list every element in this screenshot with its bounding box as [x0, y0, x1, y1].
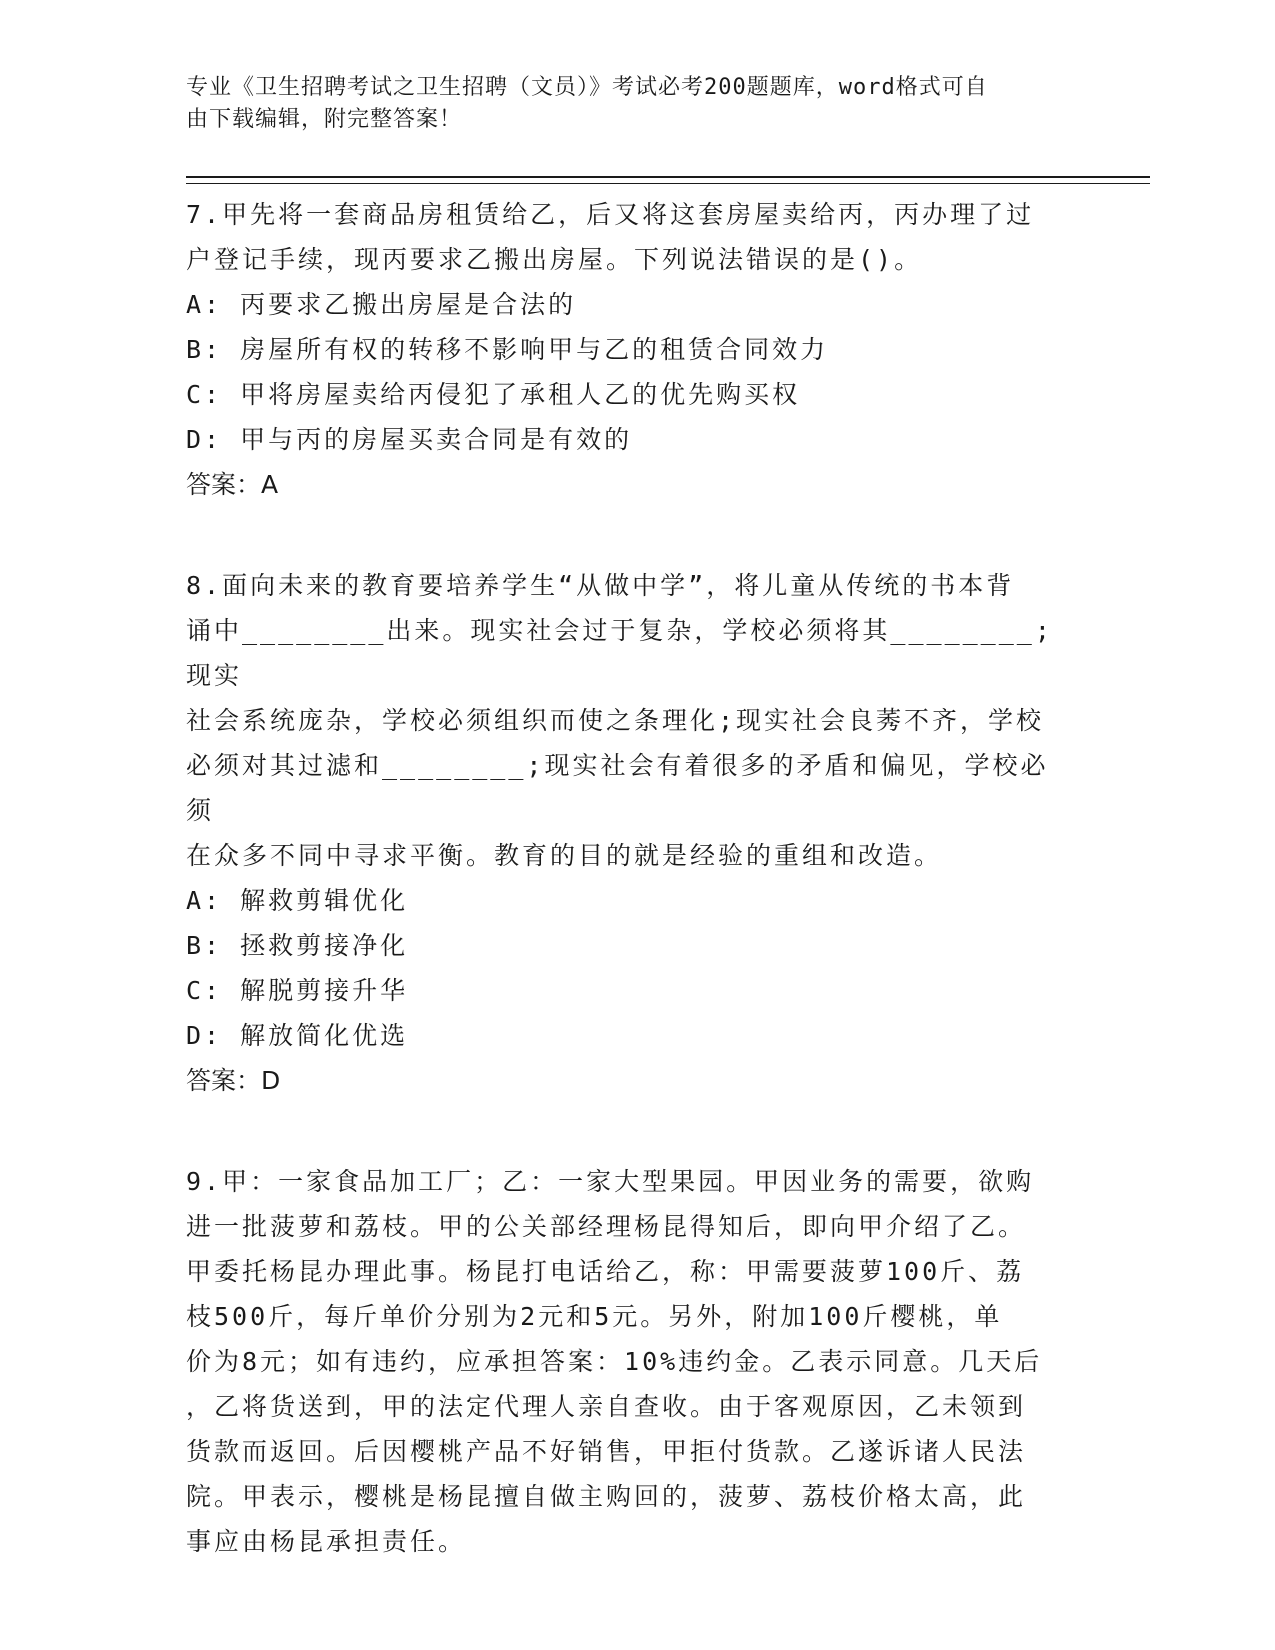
header-line-1: 专业《卫生招聘考试之卫生招聘（文员）》考试必考200题题库，word格式可自 — [186, 75, 988, 100]
question-text-line: 枝500斤，每斤单价分别为2元和5元。另外，附加100斤樱桃，单 — [186, 1302, 1003, 1331]
header-divider-thick — [186, 176, 1150, 178]
question-text-line: 必须对其过滤和________;现实社会有着很多的矛盾和偏见，学校必须 — [186, 751, 1049, 825]
question-text-line: 户登记手续，现丙要求乙搬出房屋。下列说法错误的是()。 — [186, 245, 923, 274]
question-text-line: ，乙将货送到，甲的法定代理人亲自查收。由于客观原因，乙未领到 — [186, 1392, 1027, 1421]
option-a: A: 丙要求乙搬出房屋是合法的 — [186, 290, 577, 319]
question-text-line: 诵中________出来。现实社会过于复杂，学校必须将其________;现实 — [186, 616, 1053, 690]
question-9 — [186, 1159, 1066, 1564]
option-b: B: 房屋所有权的转移不影响甲与乙的租赁合同效力 — [186, 335, 829, 364]
question-8 — [186, 563, 1066, 1103]
option-b: B: 拯救剪接净化 — [186, 931, 409, 960]
answer-line: 答案：A — [186, 470, 279, 499]
question-text-line: 进一批菠萝和荔枝。甲的公关部经理杨昆得知后，即向甲介绍了乙。 — [186, 1212, 1027, 1241]
question-spacer — [186, 1103, 1066, 1159]
question-text-line: 价为8元；如有违约，应承担答案：10%违约金。乙表示同意。几天后 — [186, 1347, 1043, 1376]
question-text-line: 事应由杨昆承担责任。 — [186, 1527, 467, 1556]
option-c: C: 甲将房屋卖给丙侵犯了承租人乙的优先购买权 — [186, 380, 801, 409]
question-text-line: 货款而返回。后因樱桃产品不好销售，甲拒付货款。乙遂诉诸人民法 — [186, 1437, 1027, 1466]
document-header — [186, 72, 1066, 136]
question-7 — [186, 192, 1066, 507]
question-text-line: 院。甲表示，樱桃是杨昆擅自做主购回的，菠萝、荔枝价格太高，此 — [186, 1482, 1027, 1511]
option-a: A: 解救剪辑优化 — [186, 886, 409, 915]
question-text-line: 8.面向未来的教育要培养学生“从做中学”，将儿童从传统的书本背 — [186, 571, 1015, 600]
question-list — [186, 192, 1066, 1564]
question-spacer — [186, 507, 1066, 563]
answer-line: 答案：D — [186, 1066, 281, 1095]
question-text-line: 7.甲先将一套商品房租赁给乙，后又将这套房屋卖给丙，丙办理了过 — [186, 200, 1035, 229]
question-text-line: 在众多不同中寻求平衡。教育的目的就是经验的重组和改造。 — [186, 841, 943, 870]
header-divider-thin — [186, 183, 1150, 184]
option-d: D: 解放简化优选 — [186, 1021, 409, 1050]
question-text-line: 社会系统庞杂，学校必须组织而使之条理化;现实社会良莠不齐，学校 — [186, 706, 1045, 735]
header-line-2: 由下载编辑，附完整答案！ — [186, 107, 463, 132]
option-c: C: 解脱剪接升华 — [186, 976, 409, 1005]
question-text-line: 9.甲：一家食品加工厂；乙：一家大型果园。甲因业务的需要，欲购 — [186, 1167, 1035, 1196]
question-text-line: 甲委托杨昆办理此事。杨昆打电话给乙，称：甲需要菠萝100斤、荔 — [186, 1257, 1025, 1286]
option-d: D: 甲与丙的房屋买卖合同是有效的 — [186, 425, 633, 454]
